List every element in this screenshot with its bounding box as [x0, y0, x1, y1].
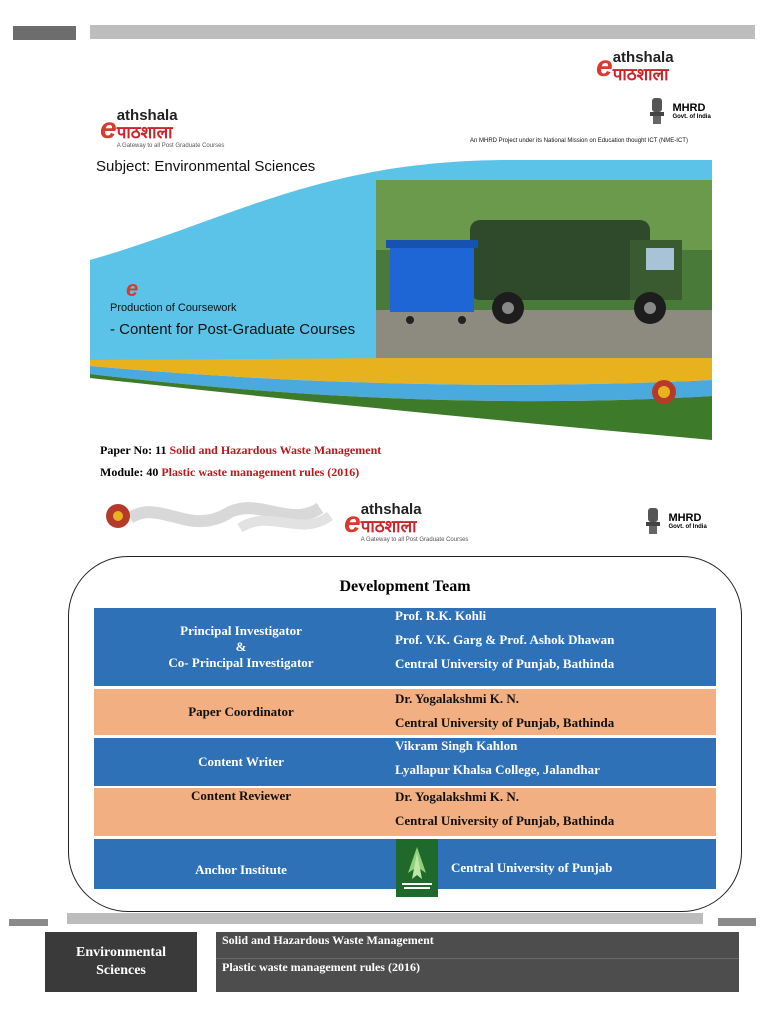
team-row-content-writer [94, 738, 716, 786]
cover-content: - Content for Post-Graduate Courses [110, 321, 356, 338]
mhrd-name: MHRD [672, 101, 706, 114]
team-row-anchor-institute [94, 839, 716, 889]
mhrd-sub: Govt. of India [668, 523, 707, 530]
cover-subject: Subject: Environmental Sciences [96, 158, 316, 175]
role-line: & [235, 639, 247, 654]
detail-line: Central University of Punjab, Bathinda [395, 715, 615, 730]
cup-logo-icon [396, 839, 438, 897]
cover-graphic [90, 160, 712, 442]
logo-devanagari: पाठशाला [612, 65, 669, 84]
footer-divider [216, 958, 739, 959]
header-bar-dark [13, 26, 76, 40]
footer-subject [45, 932, 197, 992]
footer-rule-middle [67, 913, 703, 924]
mhrd-project-line: An MHRD Project under its National Mission on Education thought ICT (NME-ICT) [470, 138, 688, 144]
footer-rule-right [718, 918, 756, 926]
logo-devanagari: पाठशाला [116, 123, 173, 142]
team-role [94, 689, 388, 735]
national-emblem-icon [642, 506, 664, 536]
footer-subject-line: Sciences [96, 963, 146, 978]
mhrd-name: MHRD [668, 511, 702, 524]
mhrd-logo-cover [646, 96, 711, 126]
team-row-paper-coordinator [94, 689, 716, 735]
paper-label: Paper No: 11 [100, 443, 167, 457]
logo-tagline: A Gateway to all Post Graduate Courses [360, 537, 469, 543]
team-role [94, 608, 388, 686]
footer-module: Plastic waste management rules (2016) [222, 960, 420, 974]
footer-paper-module [216, 932, 739, 992]
anchor-institute-name: Central University of Punjab [451, 860, 613, 875]
team-details [395, 687, 614, 735]
epathshala-logo-top [596, 50, 674, 83]
ugc-emblem-icon [652, 380, 676, 404]
team-details [395, 734, 600, 782]
role-line: Paper Coordinator [188, 704, 294, 719]
epathshala-logo-banner [344, 502, 468, 543]
team-details [395, 785, 614, 833]
module-title: Plastic waste management rules (2016) [161, 465, 360, 479]
team-role [94, 738, 388, 786]
logo-tagline: A Gateway to all Post Graduate Courses [116, 143, 225, 149]
epathshala-e-icon: e [596, 49, 613, 83]
role-line: Anchor Institute [195, 862, 287, 877]
detail-line: Prof. V.K. Garg & Prof. Ashok Dhawan [395, 632, 615, 647]
epathshala-e-icon: e [100, 111, 117, 145]
detail-line: Prof. R.K. Kohli [395, 608, 487, 623]
team-row-investigators [94, 608, 716, 686]
epathshala-e-icon: e [126, 276, 139, 301]
mhrd-sub: Govt. of India [672, 113, 711, 120]
team-title: Development Team [339, 578, 471, 595]
logo-devanagari: पाठशाला [360, 517, 417, 536]
header-bar-light [90, 25, 755, 39]
garbage-truck-photo [376, 180, 712, 358]
detail-line: Central University of Punjab, Bathinda [395, 656, 615, 671]
mhrd-logo-banner [642, 506, 707, 536]
footer-subject-line: Environmental [76, 945, 166, 960]
ugc-emblem-icon [106, 504, 130, 528]
footer-rule-left [9, 919, 48, 926]
cover-production: Production of Coursework [110, 302, 237, 314]
role-line: Content Reviewer [191, 788, 291, 803]
role-line: Principal Investigator [180, 623, 302, 638]
module-line [100, 465, 359, 480]
role-line: Content Writer [198, 754, 284, 769]
team-row-content-reviewer [94, 788, 716, 836]
detail-line: Dr. Yogalakshmi K. N. [395, 789, 520, 804]
epathshala-e-icon: e [344, 505, 361, 539]
paper-line [100, 443, 381, 458]
national-emblem-icon [646, 96, 668, 126]
logo-latin: athshala [116, 107, 178, 124]
role-line: Co- Principal Investigator [168, 655, 314, 670]
footer-paper: Solid and Hazardous Waste Management [222, 933, 434, 947]
detail-line: Lyallapur Khalsa College, Jalandhar [395, 762, 600, 777]
detail-line: Central University of Punjab, Bathinda [395, 813, 615, 828]
epathshala-logo-cover [100, 108, 224, 149]
module-label: Module: 40 [100, 465, 159, 479]
paper-title: Solid and Hazardous Waste Management [169, 443, 382, 457]
logo-latin: athshala [612, 49, 674, 66]
team-details [395, 604, 614, 676]
detail-line: Dr. Yogalakshmi K. N. [395, 691, 520, 706]
logo-latin: athshala [360, 501, 422, 518]
team-role [94, 788, 388, 836]
team-role [94, 839, 388, 889]
detail-line: Vikram Singh Kahlon [395, 738, 518, 753]
